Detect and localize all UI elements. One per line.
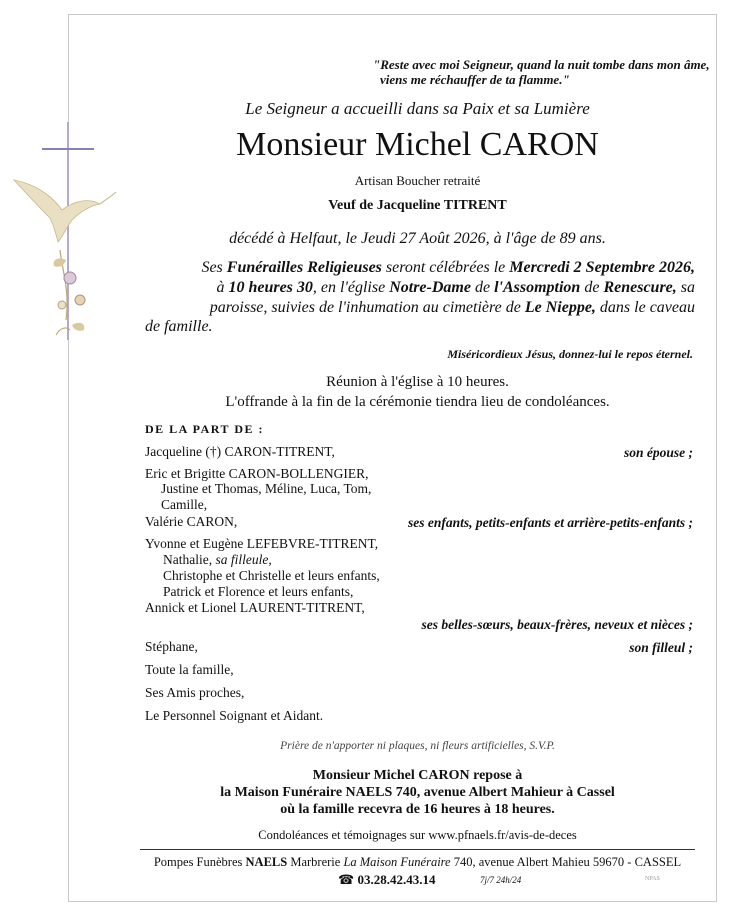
grandchildren-line: Camille,	[161, 497, 208, 512]
staff-line: Le Personnel Soignant et Aidant.	[145, 708, 324, 723]
all-family-line: Toute la famille,	[145, 662, 234, 677]
footer-phone-row	[338, 872, 435, 888]
funeral-type: Funérailles Religieuses	[226, 259, 382, 276]
funeral-text: Ses	[201, 259, 227, 276]
siblings-relation: ses belles-sœurs, beaux-frères, neveux et nièces ;	[421, 617, 693, 632]
footer-company: NAELS	[245, 855, 288, 869]
funeral-time: 10 heures 30	[228, 279, 313, 296]
offering-line: L'offrande à la fin de la cérémonie tiendra lieu de condoléances.	[225, 394, 610, 410]
from-header: DE LA PART DE :	[145, 422, 264, 436]
footer-address-text: 740, avenue Albert Mahieu 59670 - CASSEL	[450, 855, 682, 869]
funeral-line-4: de famille.	[145, 318, 213, 335]
profession: Artisan Boucher retraité	[354, 173, 481, 188]
rest-line-1: Monsieur Michel CARON repose à	[312, 768, 523, 783]
parish-town: Renescure,	[603, 279, 677, 296]
children-relation: ses enfants, petits-enfants et arrière-petits-enfants ;	[408, 515, 693, 530]
footer-divider	[140, 849, 695, 850]
church-name-2: l'Assomption	[494, 279, 581, 296]
godson-relation: son filleul ;	[629, 640, 693, 655]
sibling-line: Yvonne et Eugène LEFEBVRE-TITRENT,	[145, 536, 379, 551]
funeral-line-2	[145, 279, 695, 297]
footer-text: Marbrerie	[287, 855, 344, 869]
spouse-name: Jacqueline (†) CARON-TITRENT,	[145, 444, 335, 459]
funeral-text: sa	[676, 279, 695, 296]
goddaughter-line	[163, 552, 272, 568]
nephew-line: Christophe et Christelle et leurs enfants,	[163, 568, 380, 583]
cross-dove-decoration	[0, 100, 120, 350]
intro-text: Le Seigneur a accueilli dans sa Paix et sa Lumière	[245, 99, 590, 118]
goddaughter-role: sa filleule,	[215, 552, 272, 567]
death-line: décédé à Helfaut, le Jeudi 27 Août 2026, à l'âge de 89 ans.	[229, 230, 606, 247]
quote-line-2: viens me réchauffer de ta flamme."	[380, 72, 570, 87]
church-name: Notre-Dame	[389, 279, 471, 296]
quote-line-1: "Reste avec moi Seigneur, quand la nuit tombe dans mon âme,	[373, 57, 710, 72]
funeral-text: , en l'église	[312, 279, 390, 296]
spouse-relation: son épouse ;	[623, 445, 693, 460]
condolences-line: Condoléances et témoignages sur www.pfnaels.fr/avis-de-deces	[258, 828, 577, 842]
meeting-line: Réunion à l'église à 10 heures.	[326, 374, 509, 390]
deceased-name: Monsieur Michel CARON	[236, 126, 599, 163]
funeral-line-1	[145, 259, 695, 277]
footer-funeral-home: La Maison Funéraire	[343, 855, 451, 869]
funeral-text: de	[470, 279, 495, 296]
child-line: Eric et Brigitte CARON-BOLLENGIER,	[145, 466, 369, 481]
grandchildren-line: Justine et Thomas, Méline, Luca, Tom,	[161, 481, 372, 496]
prayer-line: Miséricordieux Jésus, donnez-lui le repos éternel.	[447, 347, 693, 361]
no-flowers-line: Prière de n'apporter ni plaques, ni fleurs artificielles, S.V.P.	[280, 740, 555, 752]
nephew-line: Patrick et Florence et leurs enfants,	[163, 584, 354, 599]
rest-line-2: la Maison Funéraire NAELS 740, avenue Albert Mahieur à Cassel	[220, 785, 615, 800]
funeral-text: paroisse, suivies de l'inhumation au cimetière de	[209, 299, 525, 316]
funeral-date: Mercredi 2 Septembre 2026,	[509, 259, 695, 276]
footer-address	[140, 855, 695, 870]
funeral-text: de	[580, 279, 604, 296]
cemetery-town: Le Nieppe,	[524, 299, 596, 316]
funeral-text: dans le caveau	[595, 299, 695, 316]
reference-code: NPAS	[645, 876, 660, 882]
opening-hours: 7j/7 24h/24	[480, 875, 522, 885]
funeral-text: seront célébrées le	[381, 259, 510, 276]
footer-text: Pompes Funèbres	[153, 855, 246, 869]
godson-name: Stéphane,	[145, 639, 198, 654]
child-line: Valérie CARON,	[145, 514, 238, 529]
friends-line: Ses Amis proches,	[145, 685, 245, 700]
rest-line-3: où la famille recevra de 16 heures à 18 heures.	[280, 802, 555, 817]
phone-number: 03.28.42.43.14	[357, 872, 436, 887]
widower-line: Veuf de Jacqueline TITRENT	[328, 198, 507, 213]
funeral-text: à	[216, 279, 229, 296]
phone-icon: ☎	[338, 872, 355, 887]
funeral-line-3	[145, 299, 695, 317]
sibling-line: Annick et Lionel LAURENT-TITRENT,	[145, 600, 365, 615]
goddaughter-name: Nathalie,	[163, 552, 216, 567]
